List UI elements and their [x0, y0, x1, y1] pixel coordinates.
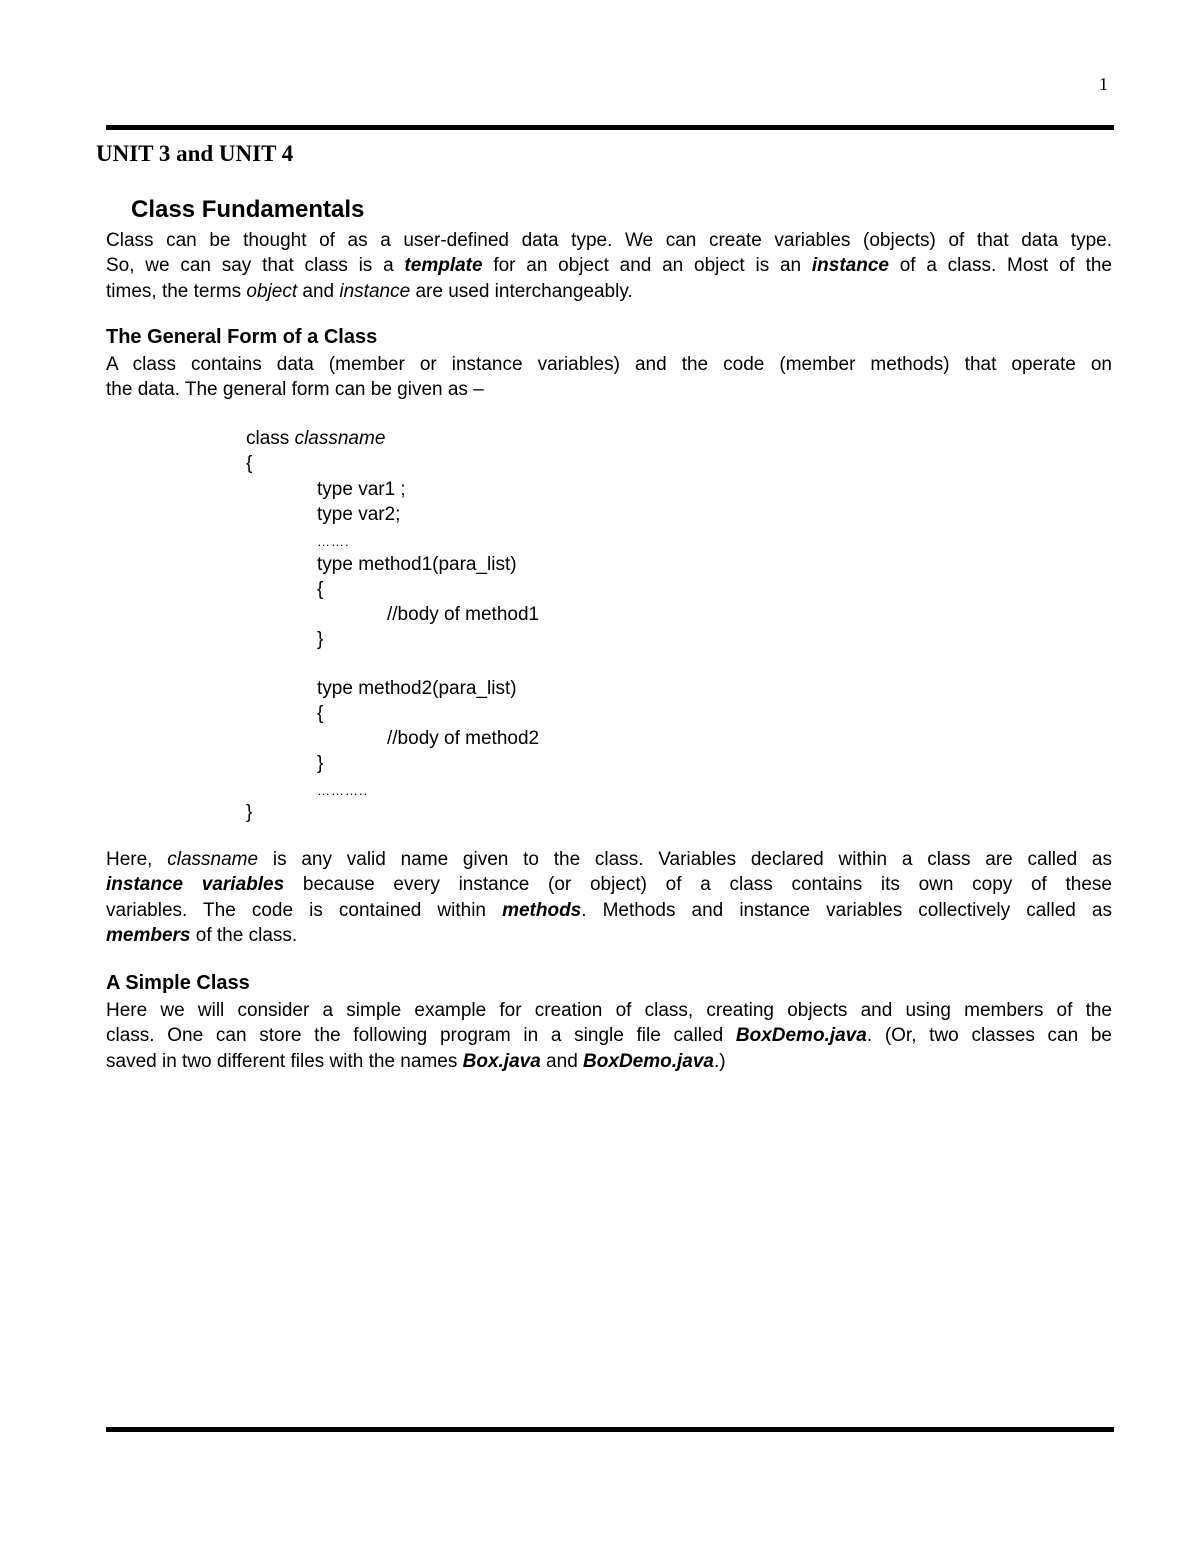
code-class-keyword: class	[246, 428, 295, 449]
intro-text: So, we can say that class is a	[106, 255, 405, 277]
intro-paragraph	[106, 228, 1112, 304]
members-text: of the class.	[190, 925, 298, 947]
general-form-line-1: A class contains data (member or instance variables) and the code (member methods) that operate on	[106, 354, 1112, 375]
intro-text: of a class. Most of the	[888, 255, 1112, 277]
code-var1: type var1 ;	[317, 479, 406, 500]
term-instance-italic: instance	[339, 280, 411, 302]
simple-class-line-1: Here we will consider a simple example for creation of class, creating objects and using members of the	[106, 1000, 1112, 1021]
code-ellipsis-2: ………..	[317, 783, 369, 798]
members-text: is any valid name given to the class. Variables declared within a class are called as	[258, 849, 1113, 870]
simple-class-heading: A Simple Class	[106, 972, 250, 994]
simple-class-text: class. One can store the following program in a single file called	[106, 1025, 736, 1047]
members-text: variables. The code is contained within	[106, 899, 503, 921]
term-members: members	[106, 925, 191, 947]
term-methods: methods	[502, 899, 582, 921]
filename-boxdemo: BoxDemo.java	[735, 1025, 867, 1047]
intro-text: times, the terms	[106, 280, 247, 302]
general-form-paragraph	[106, 352, 1112, 403]
unit-heading: UNIT 3 and UNIT 4	[96, 141, 294, 166]
members-text: Here,	[106, 849, 168, 870]
simple-class-line-3	[106, 1049, 1112, 1074]
intro-line-3	[106, 279, 1112, 304]
code-method2-open: {	[317, 703, 324, 724]
code-class-line	[246, 426, 385, 451]
simple-class-text: . (Or, two classes can be	[866, 1025, 1112, 1047]
simple-class-text: .)	[714, 1050, 726, 1072]
intro-line-2	[106, 253, 1112, 278]
code-ellipsis-1: …….	[317, 534, 350, 549]
members-line-3	[106, 898, 1112, 923]
filename-boxdemo-2: BoxDemo.java	[583, 1050, 714, 1072]
intro-line-1	[106, 228, 1112, 253]
code-method2-close: }	[317, 753, 324, 774]
code-close-brace: }	[246, 802, 253, 823]
members-text: because every instance (or object) of a class contains its own copy of these	[284, 874, 1113, 896]
intro-text: and	[297, 280, 340, 302]
code-method2-body: //body of method2	[387, 728, 540, 749]
members-text: . Methods and instance variables collectively called as	[581, 899, 1112, 921]
members-line-1	[106, 847, 1112, 872]
members-line-4	[106, 923, 1112, 948]
code-class-name: classname	[294, 428, 386, 449]
term-template: template	[404, 255, 483, 277]
term-classname: classname	[167, 849, 259, 870]
simple-class-text: and	[540, 1050, 584, 1072]
code-method1-body: //body of method1	[387, 604, 540, 625]
intro-text: are used interchangeably.	[410, 280, 633, 302]
members-line-2	[106, 872, 1112, 897]
class-fundamentals-heading: Class Fundamentals	[131, 196, 365, 223]
term-instance: instance	[811, 255, 889, 277]
code-open-brace: {	[246, 453, 253, 474]
header-rule	[106, 125, 1114, 130]
intro-text: Class can be thought of as a user-defined data type. We can create variables (objects) of that data type.	[106, 230, 1112, 251]
code-method1-close: }	[317, 629, 324, 650]
simple-class-line-2	[106, 1023, 1112, 1048]
code-method1-signature: type method1(para_list)	[317, 554, 517, 575]
code-method2-signature: type method2(para_list)	[317, 678, 517, 699]
code-method1-open: {	[317, 579, 324, 600]
code-var2: type var2;	[317, 504, 401, 525]
members-paragraph	[106, 847, 1112, 949]
filename-box: Box.java	[462, 1050, 541, 1072]
general-form-heading: The General Form of a Class	[106, 326, 378, 348]
page-number: 1	[1099, 74, 1108, 94]
simple-class-paragraph	[106, 998, 1112, 1074]
term-object: object	[246, 280, 298, 302]
general-form-line-2: the data. The general form can be given as –	[106, 379, 484, 401]
intro-text: for an object and an object is an	[482, 255, 812, 277]
simple-class-text: saved in two different files with the names	[106, 1050, 463, 1072]
footer-rule	[106, 1427, 1114, 1432]
term-instance-variables: instance variables	[106, 874, 285, 896]
